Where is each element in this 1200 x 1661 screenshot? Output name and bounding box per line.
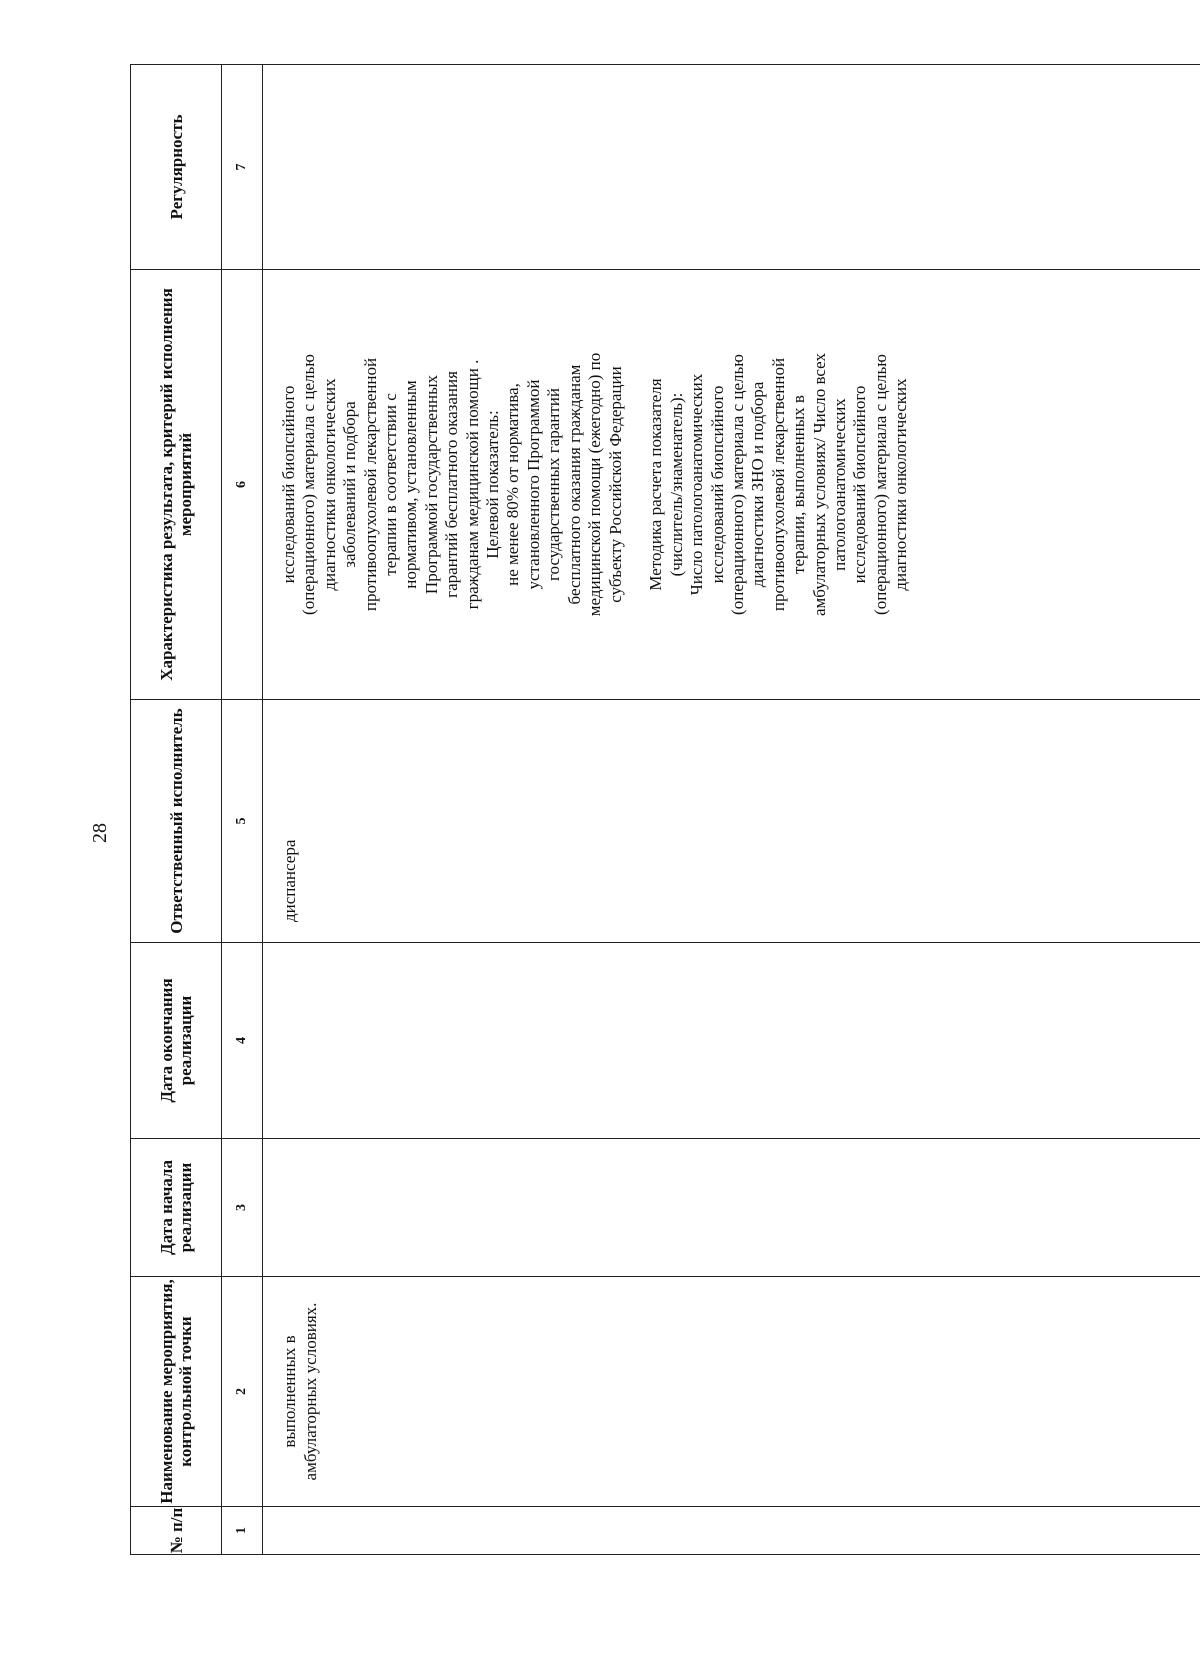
cell-end-date: [263, 943, 1200, 1139]
header-responsible: Ответственный исполнитель: [131, 700, 222, 943]
responsible-executor: диспансера: [280, 839, 299, 922]
result-characteristic: исследований биопсийного (операционного) материала с целью диагностики онкологических заболеваний и подбора противоопухолевой лекарственной терапии в соответствии с нормативом, установленным Программой государственных гарантий бесплатного оказания гражданам медицинской помощи . Целевой показатель: не менее 80% от норматива, установленного Программой государственных гарантий бесплатного оказания гражданам медицинской помощи (ежегодно) по субъекту Российской Федерации Методика расчета показателя (числитель/знаменатель): Число патологоанатомических исследований биопсийного (операционного) материала с целью диагностики ЗНО и подбора противоопухолевой лекарственной терапии, выполненных в амбулаторных условиях/ Число всех патологоанатомических исследований биопсийного (операционного) материала с целью диагностики онкологических: [279, 352, 911, 617]
cell-num: [263, 1507, 1200, 1555]
column-number-6: 6: [222, 270, 263, 700]
column-number-7: 7: [222, 65, 263, 270]
column-number-1: 1: [222, 1507, 263, 1555]
column-number-5: 5: [222, 700, 263, 943]
column-number-3: 3: [222, 1139, 263, 1277]
header-start-date: Дата начала реализации: [131, 1139, 222, 1277]
plan-table: [130, 64, 1200, 1555]
activity-name: выполненных в амбулаторных условиях.: [280, 1302, 320, 1481]
cell-responsible: [263, 700, 1200, 943]
header-name: Наименование мероприятия, контрольной точки: [131, 1277, 222, 1507]
cell-name: [263, 1277, 1200, 1507]
header-num: № п/п: [131, 1507, 222, 1555]
cell-characteristic: [263, 270, 1200, 700]
header-regularity: Регулярность: [131, 65, 222, 270]
column-number-4: 4: [222, 943, 263, 1139]
column-number-row: [222, 65, 263, 1555]
header-characteristic: Характеристика результата, критерий исполнения мероприятий: [131, 270, 222, 700]
table-row: [263, 65, 1200, 1555]
column-number-2: 2: [222, 1277, 263, 1507]
cell-start-date: [263, 1139, 1200, 1277]
cell-regularity: [263, 65, 1200, 270]
header-row: [131, 65, 222, 1555]
header-end-date: Дата окончания реализации: [131, 943, 222, 1139]
page-number: 28: [89, 823, 111, 843]
plan-table-container: [130, 65, 1200, 1555]
